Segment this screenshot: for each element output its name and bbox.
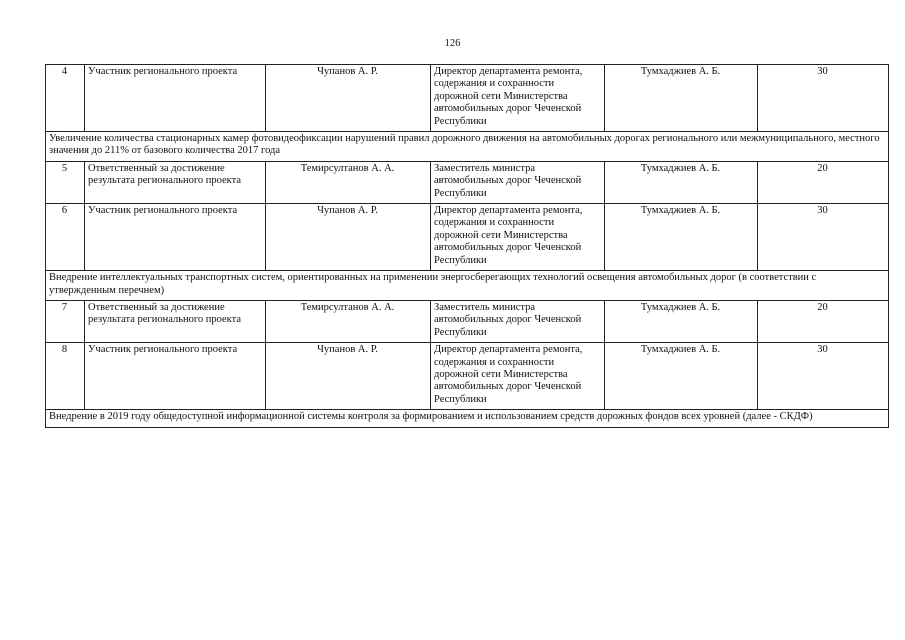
position-cell: Директор департамента ремонта, содержания и сохранности дорожной сети Министерства автомобильных дорог Чеченской Республики: [431, 343, 605, 410]
row-number-cell: 4: [46, 65, 85, 132]
curator-cell: Тумхаджиев А. Б.: [605, 65, 758, 132]
section-row: [46, 132, 889, 162]
role-cell: Ответственный за достижение результата регионального проекта: [85, 161, 266, 203]
table-row: [46, 65, 889, 132]
curator-cell: Тумхаджиев А. Б.: [605, 161, 758, 203]
position-cell: Заместитель министра автомобильных дорог Чеченской Республики: [431, 300, 605, 342]
position-cell: Заместитель министра автомобильных дорог Чеченской Республики: [431, 161, 605, 203]
workload-percent-cell: 30: [758, 65, 889, 132]
curator-cell: Тумхаджиев А. Б.: [605, 204, 758, 271]
section-title: Внедрение интеллектуальных транспортных систем, ориентированных на применении энергосберегающих технологий освещения автомобильных дорог (в соответствии с утвержденным перечнем): [46, 271, 889, 301]
responsible-person-cell: Чупанов А. Р.: [266, 65, 431, 132]
workload-percent-cell: 20: [758, 300, 889, 342]
table-body: [46, 65, 889, 428]
workload-percent-cell: 30: [758, 343, 889, 410]
table-row: [46, 161, 889, 203]
role-cell: Участник регионального проекта: [85, 343, 266, 410]
responsible-person-cell: Темирсултанов А. А.: [266, 161, 431, 203]
role-cell: Участник регионального проекта: [85, 65, 266, 132]
responsible-person-cell: Чупанов А. Р.: [266, 204, 431, 271]
workload-percent-cell: 20: [758, 161, 889, 203]
page-number: 126: [444, 38, 461, 49]
section-row: [46, 410, 889, 427]
workload-percent-cell: 30: [758, 204, 889, 271]
table-row: [46, 343, 889, 410]
section-title: Внедрение в 2019 году общедоступной информационной системы контроля за формированием и использованием средств дорожных фондов всех уровней (далее - СКДФ): [46, 410, 889, 427]
row-number-cell: 8: [46, 343, 85, 410]
responsibility-table: [45, 64, 889, 428]
role-cell: Ответственный за достижение результата регионального проекта: [85, 300, 266, 342]
section-title: Увеличение количества стационарных камер фотовидеофиксации нарушений правил дорожного движения на автомобильных дорогах регионального или межмуниципального, местного значения до 211% от базового количества 2017 года: [46, 132, 889, 162]
table-row: [46, 300, 889, 342]
role-cell: Участник регионального проекта: [85, 204, 266, 271]
position-cell: Директор департамента ремонта, содержания и сохранности дорожной сети Министерства автомобильных дорог Чеченской Республики: [431, 204, 605, 271]
responsible-person-cell: Темирсултанов А. А.: [266, 300, 431, 342]
row-number-cell: 5: [46, 161, 85, 203]
curator-cell: Тумхаджиев А. Б.: [605, 343, 758, 410]
position-cell: Директор департамента ремонта, содержания и сохранности дорожной сети Министерства автомобильных дорог Чеченской Республики: [431, 65, 605, 132]
table-row: [46, 204, 889, 271]
section-row: [46, 271, 889, 301]
row-number-cell: 6: [46, 204, 85, 271]
row-number-cell: 7: [46, 300, 85, 342]
responsible-person-cell: Чупанов А. Р.: [266, 343, 431, 410]
curator-cell: Тумхаджиев А. Б.: [605, 300, 758, 342]
